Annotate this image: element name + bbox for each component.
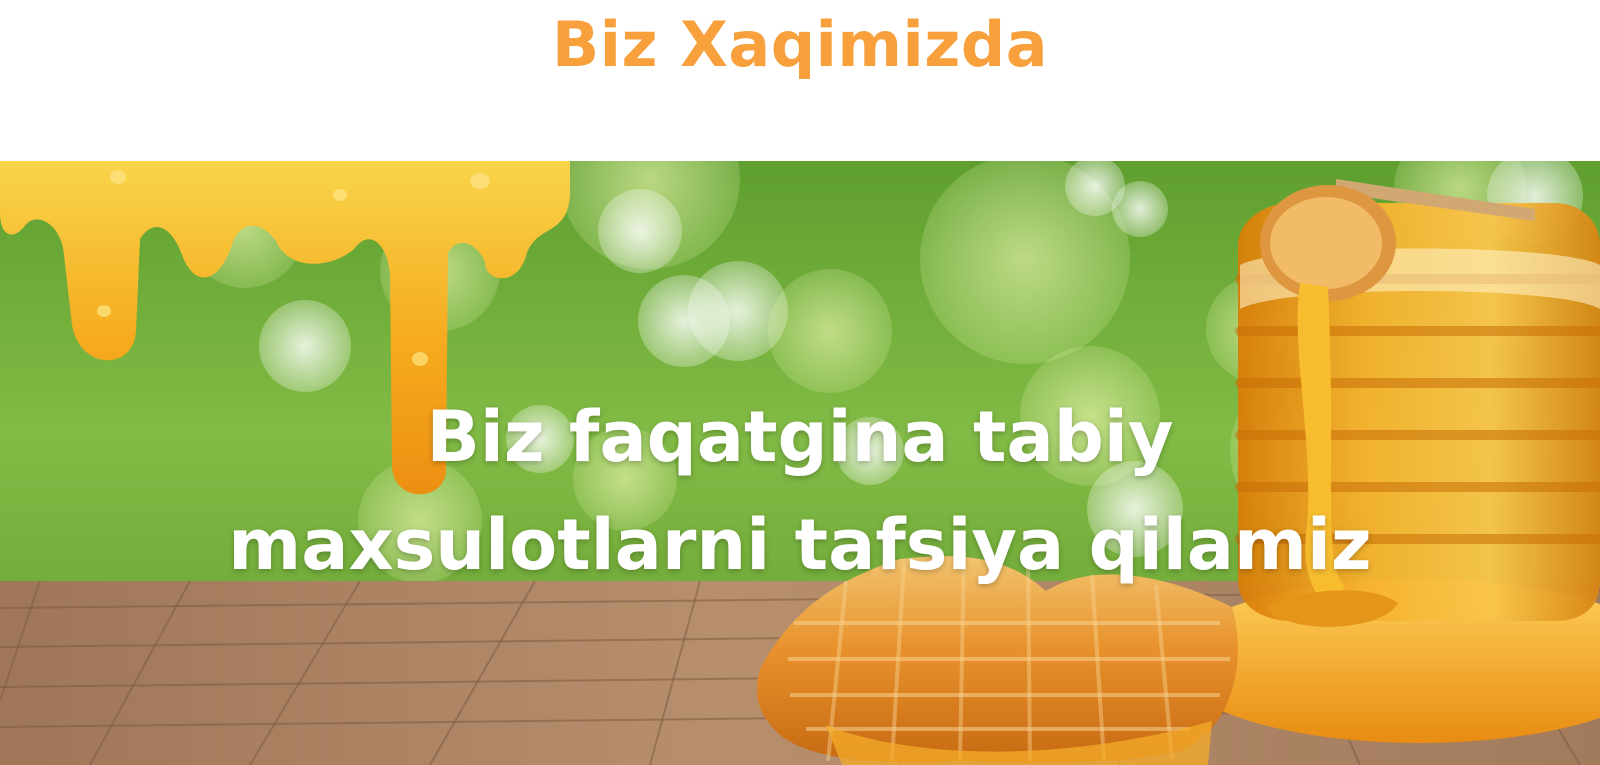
hero-banner [0,161,1600,765]
section-title: Biz Xaqimizda [551,8,1049,81]
hero-headline [140,383,1460,599]
hero-headline-line-2: maxsulotlarni tafsiya qilamiz [228,504,1372,586]
hero-headline-line-1: Biz faqatgina tabiy [426,396,1174,478]
